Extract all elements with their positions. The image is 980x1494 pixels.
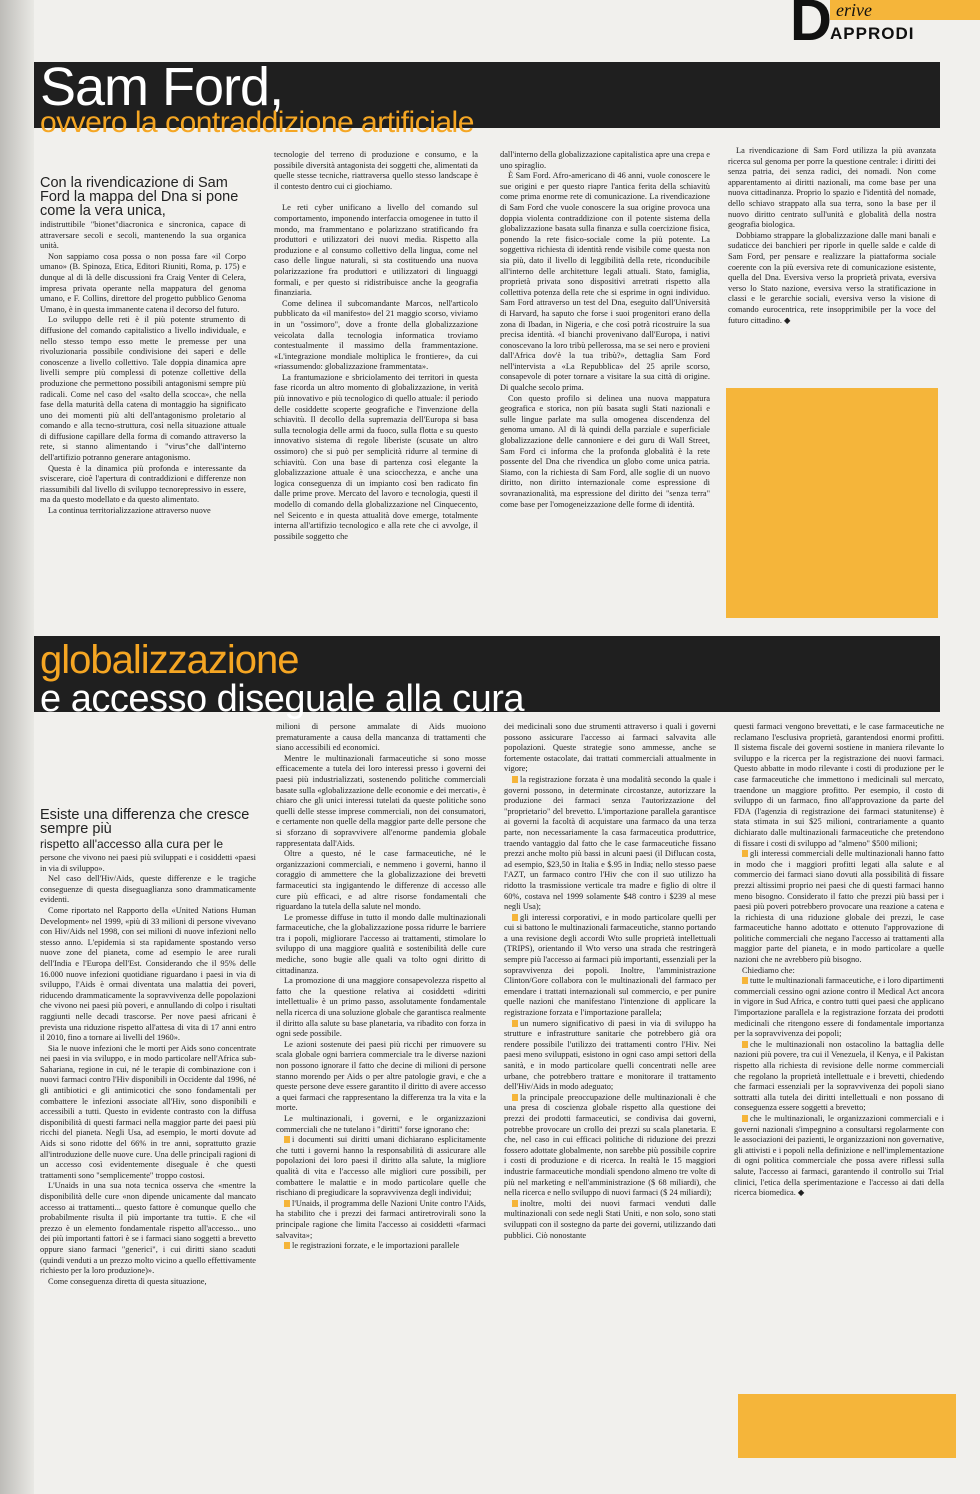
- article2-column-3: dei medicinali sono due strumenti attraverso i quali i governi possono assicurare l'accesso ai farmaci salvavita alle popolazioni. Queste strategie sono ammesse, anche se fortemente ostacolate, dai trattati commerciali attualmente in vigore; la registrazione forzata è una modalità secondo la quale i governi possono, in determinate circostanze, autorizzare la produzione dei farmaci senza l'autorizzazione del "proprietario" del brevetto. L'importazione parallela garantisce ai governi la facoltà di acquistare una farmaco da una terza parte, non necessariamente la casa farmaceutica produttrice, traendo vantaggio dal fatto che le case farmaceutiche fissano prezzi anche molto più bassi in alcuni paesi (il Diflucan costa, ad esempio, $23,50 in Italia e $.95 in India; nello stesso paese l'AZT, un farmaco contro l'Hiv che con il suo utilizzo ha ridotto la trasmissione verticale tra madre e figlio di oltre il 60%, costava nel 1999 solamente $48 contro i $239 al mese negli Usa); gli interessi corporativi, e in modo particolare quelli per cui si battono le multinazionali farmaceutiche, stanno portando a una revisione degli accordi Wto sulle proprietà intellettuali (TRIPS), orientando il Wto verso una strada che restringerà sempre più l'accesso ai farmaci più importanti, essenziali per la sopravvivenza dei popoli. Inoltre, l'amministrazione Clinton/Gore collabora con le multinazionali del farmaco per emendare i trattati internazionali sul commercio, e per punire quelle nazioni che manifestano l'intenzione di applicare la registrazione forzata e l'importazione parallela; un numero significativo di paesi in via di sviluppo ha strutture e infrastrutture sanitarie che potrebbero già ora rendere possibile l'utilizzo dei trattamenti contro l'Hiv. Nei paesi meno sviluppati, esistono in ogni caso ampi settori della sanità, e in modo particolare quelli concentrati nelle aree urbane, che potrebbero trattare e monitorare il trattamento dell'Hiv/Aids in modo adeguato; la principale preoccupazione delle multinazionali è che una presa di coscienza globale rispetto alla questione dei prezzi dei prodotti farmaceutici, se condivisa dai governi, potrebbe provocare un crollo dei prezzi su scala planetaria. E che, nel caso in cui efficaci politiche di riduzione dei prezzi fossero adottate globalmente, non sarebbe più possibile coprire i costi di produzione e di ricerca. In realtà le 15 maggiori industrie farmaceutiche mondiali spendono almeno tre volte di più nel marketing e nell'amministrazione ($ 68 miliardi), che nella ricerca e nello sviluppo di nuovi farmaci ($ 24 miliardi); inoltre, molti dei nuovi farmaci venduti dalle multinazionali con sede negli Stati Uniti, e non solo, sono stati sviluppati con il sostegno da parte dei governi, utilizzando dati pubblici. Ciò nonostante: [504, 722, 716, 1240]
- masthead-letter: D: [790, 0, 832, 53]
- masthead-approdi: APPRODI: [830, 24, 915, 43]
- masthead-derive: erive: [830, 0, 980, 20]
- article1-column-4: La rivendicazione di Sam Ford utilizza la più avanzata ricerca sul genoma per porre la questione centrale: i diritti dei senza patria, dei senza radici, dei nomadi. Non come apparentamento ai diritti nazionali, ma come base per una nuova cittadinanza. Proprio lo spazio e l'identità del nomade, dello schiavo strappato alla sua terra, sono la base per il nuovo diritto centrato sull'unità e globalità della nostra geografia biologica. Dobbiamo strappare la globalizzazione dalle mani banali e sudaticce dei banchieri per riporle in quelle salde e calde di Sam Ford, per pensare e realizzare la piattaforma sociale coerente con la più eversiva rete di comunicazione esistente, quella del Dna. Eversiva verso la proprietà privata, eversiva verso lo Stato nazione, eversiva verso la stratificazione in classi e le gerarchie sociali, eversiva verso la visione di comando eurocentrica, rete insopprimibile per la voce del futuro cittadino. ◆: [728, 146, 936, 325]
- article1-lead: Con la rivendicazione di Sam Ford la mappa del Dna si pone come la vera unica,: [40, 176, 239, 219]
- bullet-icon: [742, 850, 748, 857]
- bullet-icon: [512, 1020, 518, 1027]
- article1-title: Sam Ford,: [40, 57, 284, 117]
- masthead-logo: [784, 0, 980, 53]
- orange-block-bottom: [738, 1394, 956, 1458]
- bullet-icon: [284, 1136, 290, 1143]
- page-gutter-shadow: [0, 0, 34, 1494]
- article2-title: globalizzazione: [40, 638, 299, 682]
- bullet-icon: [742, 977, 748, 984]
- bullet-icon: [512, 776, 518, 783]
- article1-subtitle: ovvero la contraddizione artificiale: [40, 106, 474, 139]
- article2-column-2: milioni di persone ammalate di Aids muoiono prematuramente a causa della mancanza di trattamenti che siano accessibili ed economici. Mentre le multinazionali farmaceutiche si sono mosse efficacemente a tutela dei loro interessi presso i governi dei paesi più industrializzati, sostenendo politiche commerciali basate sulla «globalizzazione delle economie e dei mercati», è chiaro che gli unici interessi tutelati da queste politiche sono quelli delle stesse imprese commerciali, non dei consumatori, e certamente non quelle della maggior parte delle persone che si sforzano di sopravvivere all'enorme pandemia globale rappresentata dall'Aids. Oltre a questo, né le case farmaceutiche, né le organizzazioni commerciali, e nemmeno i governi, hanno il coraggio di ammettere che la globalizzazione dei brevetti farmaceutici sta ingigantendo le differenze di accesso alle cure più efficaci, e ad altre risorse fondamentali che riguardano la tutela della salute nel mondo. Le promesse diffuse in tutto il mondo dalle multinazionali farmaceutiche, che la globalizzazione possa ridurre le barriere tra i popoli, migliorare l'accesso ai trattamenti, stimolare lo sviluppo di una maggiore qualità e sostenibilità delle cure mediche, sono bugie alle quali va tolto ogni diritto di cittadinanza. La promozione di una maggiore consapevolezza rispetto al fatto che la questione relativa ai cosiddetti «diritti intellettuali» è un primo passo, assolutamente fondamentale nella ricerca di una soluzione globale che garantisca realmente il diritto alla salute su base planetaria, va ribadito con forza in ogni sede possibile. Le azioni sostenute dei paesi più ricchi per rimuovere su scala globale ogni barriera commerciale tra le diverse nazioni non possono ignorare il fatto che decine di milioni di persone stanno morendo per Aids o per altre patologie gravi, e che a queste persone deve essere garantito il diritto di avere accesso a quei farmaci che rappresentano la differenza tra la vita e la morte. Le multinazionali, i governi, e le organizzazioni commerciali che ne tutelano i "diritti" forse ignorano che: i documenti sui diritti umani dichiarano esplicitamente che tutti i governi hanno la responsabilità di assicurare alle popolazioni dei loro paesi il diritto alla salute, la migliore qualità di vita e l'accesso alle migliori cure possibili, per combattere le malattie e in modo particolare quelle che rischiano di pregiudicare la sopravvivenza degli individui; l'Unaids, il programma delle Nazioni Unite contro l'Aids, ha stabilito che i prezzi dei farmaci antiretrovirali sono la principale ragione che limita l'accesso ai cosiddetti «farmaci salvavita»; le registrazioni forzate, e le importazioni parallele: [276, 722, 486, 1251]
- bullet-icon: [742, 1041, 748, 1048]
- article2-subtitle: e accesso diseguale alla cura: [40, 678, 525, 720]
- bullet-icon: [742, 1115, 748, 1122]
- orange-block-top: [726, 388, 938, 618]
- bullet-icon: [512, 914, 518, 921]
- bullet-icon: [284, 1200, 290, 1207]
- bullet-icon: [284, 1242, 290, 1249]
- bullet-icon: [512, 1200, 518, 1207]
- bullet-icon: [512, 1094, 518, 1101]
- article1-column-3: dall'interno della globalizzazione capitalistica apre una crepa e uno spiraglio. È Sam Ford. Afro-americano di 46 anni, vuole conoscere le sue origini e per questo riapre l'antica ferita della schiavitù come prima enorme rete di comunicazione. La rivendicazione di Sam Ford che vuole conoscere la sua origine provoca una doppia violenta contraddizione con il potente sistema della globalizzazione basata sulla finanza e sulla coercizione fisica, ponendo la rete fisico-sociale come la più potente. La soggettiva richiesta di identità rende visibile come questa non sia più, dato il livello di leggibilità della rete, riconducibile all'interno delle architetture legali attuali. Stato, famiglia, proprietà privata sono dispositivi arretrati rispetto alla collettiva potenza della rete che si esprime in ogni individuo. Sam Ford attraverso un test del Dna, eseguito dall'Università di Harvard, ha saputo che forse i suoi progenitori erano della zona di Ibadan, in Nigeria, e che così potrà ricostruire la sua precisa identità. «I bianchi provenivano dall'Europa, i nativi conoscevano la loro tribù pellerossa, ma se sei nero e provieni dall'Africa dov'è la tua tribù?», dettaglia Sam Ford nell'intervista a «La Repubblica» del 25 aprile scorso, consapevole di poter tornare a visitare la sua città di origine. Di qualche secolo prima. Con questo profilo si delinea una nuova mappatura geografica e storica, non più basata sugli Stati nazionali e sulle lingue parlate ma sulla omogenea discendenza del genoma umano. Al di là quindi della parziale e superficiale globalizzazione delle cannoniere e dei guru di Wall Street, Sam Ford ci informa che la profonda globalità è la rete possente del Dna che rivendica un globo come unica patria. Siamo, con la richiesta di Sam Ford, alle soglie di un nuovo diritto, non diritto internazionale come espressione di sovranazionalità, ma espressione del diritto dei "senza terra" come base per l'omogeneizzazione delle forme di identità.: [500, 150, 710, 509]
- article1-column-1: Con la rivendicazione di Sam Ford la mappa del Dna si pone come la vera unica, indistruttibile "bionet"diacronica e sincronica, capace di attraversare secoli e secoli, mantenendo la sua organica unità. Non sappiamo cosa possa o non possa fare «il Corpo umano» (B. Spinoza, Etica, Editori Riuniti, Roma, p. 175) e dunque al di là delle discussioni fra Craig Venter di Celera, impresa privata operante nella mappatura del genoma umano, e F. Collins, direttore del progetto pubblico Genoma Umano, è in questa immanente catena il decorso del futuro. Lo sviluppo delle reti è il più potente strumento di diffusione del comando capitalistico a livello individuale, e nello stesso tempo esso mette le premesse per una rivoluzionaria possibile condivisione dei saperi e delle conoscenze a livello collettivo. Tale doppia dinamica apre livelli sempre più complessi di potenze collettive della produzione che permettono possibili antagonismi sempre più radicali. Come nel caso del «salto della scocca», che nella fase della maturità della catena di montaggio ha significato uno dei momenti più alti dell'antagonismo proletario al comando e alla tecno-struttura, così nella situazione attuale di diffusione capillare della forma di comando attraverso la rete, si stanno alimentando i "virus"che dall'interno dell'artifizio potranno generare antagonismo. Questa è la dinamica più profonda e interessante da sviscerare, cioè l'apertura di contraddizioni e differenze non riassumibili dal livello di sviluppo tecnorepressivo in essere, ma da questo modellato e da questo alimentato. La continua territorializzazione attraverso nuove: [40, 176, 246, 516]
- article2-lead: Esiste una differenza che cresce sempre più: [40, 808, 250, 837]
- article1-column-2: tecnologie del terreno di produzione e consumo, e la possibile diversità antagonista dei soggetti che, alimentati da quelle stesse tecniche, riattraversa quello stesso landscape è il contesto dentro cui ci giochiamo. Le reti cyber unificano a livello del comando sul comportamento, imponendo interfaccia omogenee in tutto il mondo, ma frammentano e polarizzano stratificando fra produttori e utilizzatori dei nuovi media. Rispetto alla produzione e al consumo collettivo della lingua, come nel caso delle lingue naturali, si sta costituendo una nuova polarizzazione fra produttori e utilizzatori di linguaggi formali, e per questo si ridistribuisce anche la geografia finanziaria. Come delinea il subcomandante Marcos, nell'articolo pubblicato da «il manifesto» del 21 maggio scorso, viviamo in un "ossimoro", dove a fronte della globalizzazione veicolata dalla tecnologia informatica troviamo contestualmente il massimo della frammentazione. «L'integrazione mondiale moltiplica le frontiere», da cui «riassumendo: globalizzazione frammentata». La frantumazione e sbriciolamento dei territori in questa fase ricorda un altro momento di globalizzazione, in verità più innovativo e più tecnologico di quello attuale: il periodo delle cosiddette scoperte geografiche e l'invenzione della schiavitù. Il decollo della supremazia dell'Europa si basa sulla tecnologia delle armi da fuoco, sulla flotta e su questo innovativo sistema di regole liberiste (scusate un altro ossimoro) che si può per semplicità ridurre al termine di schiavitù. Con una base di partenza così elegante la globalizzazione attuale è una sciocchezza, e anche una logica conseguenza di un impianto così ben radicato fin dalle prime prove. Mercato del lavoro e tecnologia, questi il modello di comando della globalizzazione nel Cinquecento, nel Seicento e in questa attualità dove emerge, totalmente interna all'artifizio tecnologico e alla rete che ci avvolge, il possibile soggetto che: [274, 150, 478, 541]
- article2-column-4: questi farmaci vengono brevettati, e le case farmaceutiche ne reclamano l'esclusiva proprietà, garantendosi enormi profitti. Il sistema fiscale dei governi sostiene in maniera rilevante lo sviluppo e la ricerca per la registrazione dei nuovi farmaci. Questo abbatte in modo rilevante i costi di produzione per le case farmaceutiche che immettono i medicinali sul mercato, traendone un maggiore profitto. Per esempio, il costo di sviluppo di un farmaco, fino all'approvazione da parte del FDA (l'agenzia di registrazione dei farmaci statunitense) è stata stimata in sui $25 milioni, contrariamente a quanto dichiarato dalle multinazionali farmaceutiche che pretendono di fissare i costi di sviluppo ad "almeno" $500 milioni; gli interessi commerciali delle multinazionali hanno fatto in modo che i maggiori profitti legati alla salute e al commercio dei farmaci siano dovuti alla possibilità di fissare prezzi altissimi proprio nei paesi che di questi farmaci hanno meno bisogno. Considerato il fatto che prezzi più bassi per i paesi più poveri potrebbero provocare una reazione a catena e la richiesta di una riduzione globale dei prezzi, le case farmaceutiche hanno adottato e ottenuto l'approvazione di politiche commerciali che negano l'accesso ai trattamenti alla maggior parte del pianeta, e in modo particolare a quelle nazioni che ne avrebbero più bisogno. Chiediamo che: tutte le multinazionali farmaceutiche, e i loro dipartimenti commerciali cessino ogni azione contro il Medical Act ancora in vigore in Sud Africa, e contro tutti quei paesi che applicano l'importazione parallela e la registrazione forzata dei prodotti medicinali che ritengono essere di fondamentale importanza per la sopravvivenza dei popoli; che le multinazionali non ostacolino la battaglia delle nazioni più povere, tra cui il Venezuela, il Kenya, e il Pakistan rispetto alla richiesta di revisione delle norme commerciali che regolano la proprietà intellettuale e i brevetti, chiedendo che farmaci essenziali per la sopravvivenza dei popoli siano sottratti alla tutela dei diritti intellettuali e non possano di conseguenza essere soggetti a brevetto; che le multinazionali, le organizzazioni commerciali e i governi nazionali s'impegnino a consultarsi regolarmente con le associazioni dei pazienti, le organizzazioni non governative, gli attivisti e i popoli nella definizione e nell'implementazione di ogni politica commerciale che possa avere riflessi sulla salute, l'accesso ai farmaci, garantendo il controllo sui Trial clinici, l'etica della sperimentazione e l'accesso ai dati della ricerca biomedica. ◆: [734, 722, 944, 1198]
- article2-column-1: Esiste una differenza che cresce sempre più rispetto all'accesso alla cura per le persone che vivono nei paesi più sviluppati e i cosiddetti «paesi in via di sviluppo». Nel caso dell'Hiv/Aids, queste differenze e le tragiche conseguenze di questa diseguaglianza sono drammaticamente evidenti. Come riportato nel Rapporto della «United Nations Human Development» nel 1999, «più di 33 milioni di persone vivevano con Hiv/Aids nel 1998, con sei milioni di nuove infezioni nello stesso anno. L'epidemia si sta rapidamente spostando verso nuove zone del pianeta, come ad esempio le aree rurali dell'India e l'Europa dell'Est. Considerando che il 95% delle 16.000 nuove infezioni quotidiane riguardano i paesi in via di sviluppo, l'Aids è ormai diventata una malattia dei poveri, riducendo drammaticamente la sopravvivenza delle popolazioni che vivono nei paesi più poveri, e annullando di colpo i risultati raggiunti nelle decadi trascorse. Per nove paesi africani è prevista una riduzione rispetto all'attesa di vita di 17 anni entro il 2010, fino a tornare ai livelli del 1960». Sia le nuove infezioni che le morti per Aids sono concentrate nei paesi in via sviluppo, e in modo particolare nell'Africa sub-Sahariana, regione in cui, né le terapie di combinazione con i nuovi farmaci contro l'Hiv disponibili in Occidente dal 1996, né gli antibiotici e gli antimicotici che sono fondamentali per combattere le infezioni associate all'Hiv, sono disponibili e accessibili a tutti. Questo in evidente contrasto con la diffusa disponibilità di questi farmaci nella maggior parte dei paesi più ricchi del pianeta. Negli Usa, ad esempio, le morti dovute ad Aids si sono ridotte del 66% in tre anni, soprattutto grazie all'introduzione delle nuove cure. Una delle principali ragioni di un accesso così evidentemente diseguale è che questi trattamenti sono "semplicemente" troppo costosi. L'Unaids in una sua nota tecnica osserva che «mentre la disponibilità delle cure «non dipende unicamente dal mancato accesso ai trattamenti... questo fattore è comunque quello che probabilmente risulta il più importante tra tutti». E che «il prezzo è un elemento fondamentale rispetto all'accesso... uno dei più importanti fattori è se i farmaci siano soggetti a brevetto oppure siano farmaci "generici", i cui diritti siano scaduti (quindi venduti a un prezzo molto vicino a quello effettivamente richiesto per la loro produzione)». Come conseguenza diretta di questa situazione,: [40, 808, 256, 1286]
